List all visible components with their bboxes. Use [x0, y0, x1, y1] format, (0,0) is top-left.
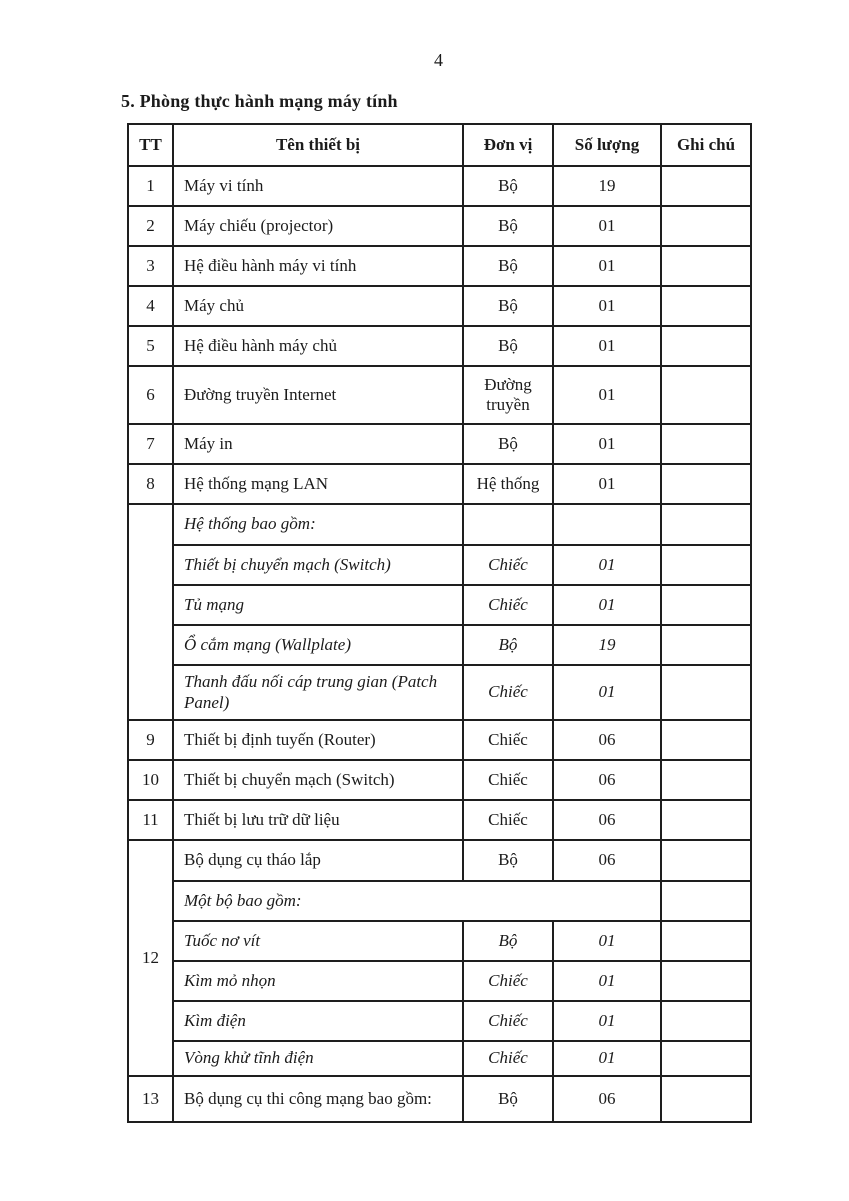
cell-name: Thanh đấu nối cáp trung gian (Patch Panel) — [173, 665, 463, 720]
cell-unit: Chiếc — [463, 545, 553, 585]
cell-unit: Chiếc — [463, 1001, 553, 1041]
cell-qty: 19 — [553, 166, 661, 206]
cell-name: Thiết bị chuyển mạch (Switch) — [173, 545, 463, 585]
section-heading: 5. Phòng thực hành mạng máy tính — [121, 91, 398, 111]
table-row — [128, 800, 751, 840]
table-row — [128, 961, 751, 1001]
cell-unit: Bộ — [463, 206, 553, 246]
table-row — [128, 326, 751, 366]
cell-name: Đường truyền Internet — [173, 366, 463, 424]
cell-note — [661, 665, 751, 720]
table-row — [128, 166, 751, 206]
table-row — [128, 665, 751, 720]
table-row — [128, 1076, 751, 1122]
cell-note — [661, 166, 751, 206]
page-number: 4 — [434, 50, 443, 70]
cell-note — [661, 1076, 751, 1122]
cell-unit: Bộ — [463, 840, 553, 881]
table-row — [128, 840, 751, 881]
cell-tt: 1 — [128, 166, 173, 206]
cell-unit: Chiếc — [463, 760, 553, 800]
cell-qty: 01 — [553, 286, 661, 326]
cell-qty: 01 — [553, 366, 661, 424]
cell-tt: 10 — [128, 760, 173, 800]
cell-qty: 01 — [553, 206, 661, 246]
cell-note — [661, 881, 751, 921]
cell-tt-group-8 — [128, 504, 173, 720]
cell-name: Thiết bị định tuyến (Router) — [173, 720, 463, 760]
cell-unit: Bộ — [463, 166, 553, 206]
cell-name: Hệ thống mạng LAN — [173, 464, 463, 504]
table-row — [128, 625, 751, 665]
table-row — [128, 760, 751, 800]
table-row — [128, 286, 751, 326]
cell-note — [661, 366, 751, 424]
cell-qty: 06 — [553, 1076, 661, 1122]
cell-qty — [553, 504, 661, 545]
cell-note — [661, 545, 751, 585]
cell-unit: Chiếc — [463, 665, 553, 720]
cell-name: Máy chiếu (projector) — [173, 206, 463, 246]
cell-note — [661, 246, 751, 286]
cell-note — [661, 286, 751, 326]
cell-note — [661, 424, 751, 464]
cell-note — [661, 760, 751, 800]
cell-qty: 01 — [553, 1041, 661, 1076]
table-row — [128, 720, 751, 760]
cell-note — [661, 625, 751, 665]
cell-name: Hệ điều hành máy vi tính — [173, 246, 463, 286]
cell-qty: 06 — [553, 800, 661, 840]
cell-unit: Bộ — [463, 1076, 553, 1122]
cell-note — [661, 326, 751, 366]
cell-unit: Bộ — [463, 921, 553, 961]
equipment-table — [127, 123, 752, 1123]
cell-qty: 01 — [553, 665, 661, 720]
cell-unit: Bộ — [463, 625, 553, 665]
cell-tt: 11 — [128, 800, 173, 840]
table-row — [128, 545, 751, 585]
cell-qty: 01 — [553, 921, 661, 961]
cell-name: Thiết bị lưu trữ dữ liệu — [173, 800, 463, 840]
cell-qty: 01 — [553, 326, 661, 366]
cell-qty: 06 — [553, 840, 661, 881]
cell-unit: Hệ thống — [463, 464, 553, 504]
column-header-qty: Số lượng — [553, 124, 661, 166]
cell-tt: 8 — [128, 464, 173, 504]
cell-note — [661, 961, 751, 1001]
table-row — [128, 424, 751, 464]
table-header-row — [128, 124, 751, 166]
table-row — [128, 464, 751, 504]
cell-qty: 01 — [553, 585, 661, 625]
table-row — [128, 921, 751, 961]
cell-qty: 01 — [553, 464, 661, 504]
column-header-tt: TT — [128, 124, 173, 166]
cell-note — [661, 1001, 751, 1041]
cell-tt-group-12: 12 — [128, 840, 173, 1076]
cell-tt: 6 — [128, 366, 173, 424]
cell-qty: 01 — [553, 424, 661, 464]
cell-name-merged: Một bộ bao gồm: — [173, 881, 661, 921]
cell-name: Máy vi tính — [173, 166, 463, 206]
cell-unit: Chiếc — [463, 1041, 553, 1076]
cell-tt: 13 — [128, 1076, 173, 1122]
cell-note — [661, 504, 751, 545]
cell-name: Vòng khử tĩnh điện — [173, 1041, 463, 1076]
cell-qty: 01 — [553, 246, 661, 286]
cell-qty: 19 — [553, 625, 661, 665]
table-row — [128, 246, 751, 286]
cell-unit — [463, 504, 553, 545]
cell-name: Máy in — [173, 424, 463, 464]
cell-unit: Chiếc — [463, 720, 553, 760]
cell-qty: 06 — [553, 760, 661, 800]
cell-name: Tuốc nơ vít — [173, 921, 463, 961]
table-row — [128, 206, 751, 246]
cell-qty: 01 — [553, 961, 661, 1001]
column-header-name: Tên thiết bị — [173, 124, 463, 166]
table-row — [128, 1001, 751, 1041]
cell-tt: 9 — [128, 720, 173, 760]
cell-unit: Bộ — [463, 246, 553, 286]
cell-tt: 4 — [128, 286, 173, 326]
cell-tt: 7 — [128, 424, 173, 464]
table-row — [128, 366, 751, 424]
cell-tt: 2 — [128, 206, 173, 246]
column-header-note: Ghi chú — [661, 124, 751, 166]
table-row — [128, 585, 751, 625]
cell-unit: Bộ — [463, 424, 553, 464]
cell-name: Bộ dụng cụ thi công mạng bao gồm: — [173, 1076, 463, 1122]
cell-unit: Bộ — [463, 326, 553, 366]
cell-name: Hệ điều hành máy chủ — [173, 326, 463, 366]
table-row — [128, 881, 751, 921]
cell-qty: 01 — [553, 1001, 661, 1041]
cell-note — [661, 720, 751, 760]
cell-name: Tủ mạng — [173, 585, 463, 625]
cell-unit: Chiếc — [463, 961, 553, 1001]
cell-unit: Chiếc — [463, 585, 553, 625]
cell-name: Ổ cắm mạng (Wallplate) — [173, 625, 463, 665]
cell-unit: Bộ — [463, 286, 553, 326]
cell-name: Kìm mỏ nhọn — [173, 961, 463, 1001]
cell-note — [661, 921, 751, 961]
table-row — [128, 1041, 751, 1076]
cell-note — [661, 800, 751, 840]
cell-tt: 5 — [128, 326, 173, 366]
table-row — [128, 504, 751, 545]
cell-name: Hệ thống bao gồm: — [173, 504, 463, 545]
cell-tt: 3 — [128, 246, 173, 286]
cell-name: Kìm điện — [173, 1001, 463, 1041]
cell-note — [661, 1041, 751, 1076]
cell-unit: Chiếc — [463, 800, 553, 840]
cell-name: Bộ dụng cụ tháo lắp — [173, 840, 463, 881]
cell-qty: 01 — [553, 545, 661, 585]
cell-qty: 06 — [553, 720, 661, 760]
column-header-unit: Đơn vị — [463, 124, 553, 166]
cell-note — [661, 206, 751, 246]
cell-note — [661, 585, 751, 625]
cell-unit: Đường truyền — [463, 366, 553, 424]
cell-name: Thiết bị chuyển mạch (Switch) — [173, 760, 463, 800]
cell-note — [661, 840, 751, 881]
cell-name: Máy chủ — [173, 286, 463, 326]
cell-note — [661, 464, 751, 504]
